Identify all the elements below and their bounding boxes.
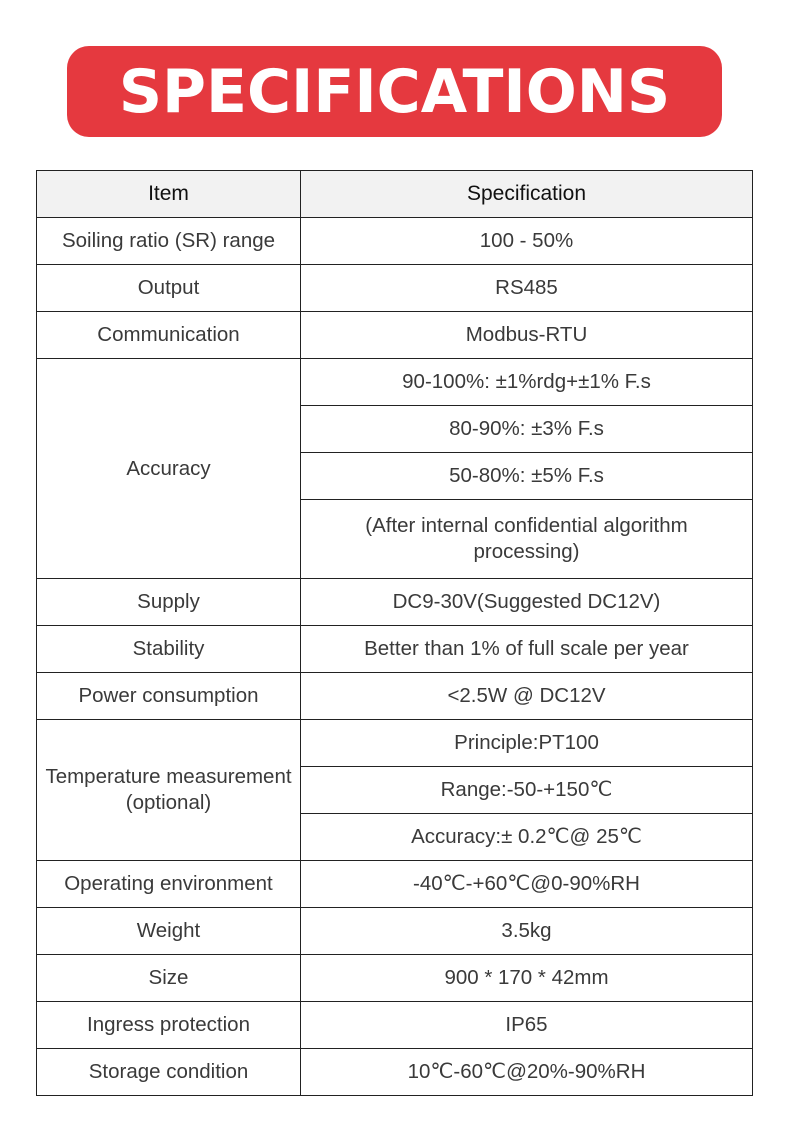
page-title: SPECIFICATIONS [118,56,671,127]
spec-cell: Better than 1% of full scale per year [301,626,753,673]
spec-cell: -40℃-+60℃@0-90%RH [301,861,753,908]
spec-cell: Range:-50-+150℃ [301,767,753,814]
item-cell: Weight [37,908,301,955]
table-row [37,312,753,359]
item-cell: Power consumption [37,673,301,720]
table-row [37,265,753,312]
item-cell: Ingress protection [37,1002,301,1049]
spec-cell: IP65 [301,1002,753,1049]
spec-cell: DC9-30V(Suggested DC12V) [301,579,753,626]
item-cell: Size [37,955,301,1002]
item-cell: Output [37,265,301,312]
table-row [37,359,753,406]
header-item: Item [37,171,301,218]
table-row [37,579,753,626]
spec-cell: RS485 [301,265,753,312]
title-banner [67,46,722,137]
item-cell: Stability [37,626,301,673]
table-row [37,1002,753,1049]
spec-cell: Accuracy:± 0.2℃@ 25℃ [301,814,753,861]
header-specification: Specification [301,171,753,218]
table-row [37,720,753,767]
spec-cell: 80-90%: ±3% F.s [301,406,753,453]
table-row [37,861,753,908]
specifications-table [36,170,753,1096]
table-row [37,673,753,720]
spec-cell: (After internal confidential algorithm processing) [301,500,753,579]
item-cell: Storage condition [37,1049,301,1096]
item-cell: Accuracy [37,359,301,579]
spec-cell: <2.5W @ DC12V [301,673,753,720]
spec-cell: Principle:PT100 [301,720,753,767]
item-cell: Soiling ratio (SR) range [37,218,301,265]
spec-cell: 50-80%: ±5% F.s [301,453,753,500]
spec-cell: 10℃-60℃@20%-90%RH [301,1049,753,1096]
table-row [37,218,753,265]
table-header-row [37,171,753,218]
table-row [37,955,753,1002]
item-cell: Operating environment [37,861,301,908]
table-row [37,1049,753,1096]
spec-cell: 100 - 50% [301,218,753,265]
item-cell: Communication [37,312,301,359]
item-cell: Supply [37,579,301,626]
spec-cell: 90-100%: ±1%rdg+±1% F.s [301,359,753,406]
spec-cell: 900 * 170 * 42mm [301,955,753,1002]
item-cell: Temperature measurement (optional) [37,720,301,861]
spec-cell: 3.5kg [301,908,753,955]
spec-cell: Modbus-RTU [301,312,753,359]
table-row [37,626,753,673]
table-row [37,908,753,955]
